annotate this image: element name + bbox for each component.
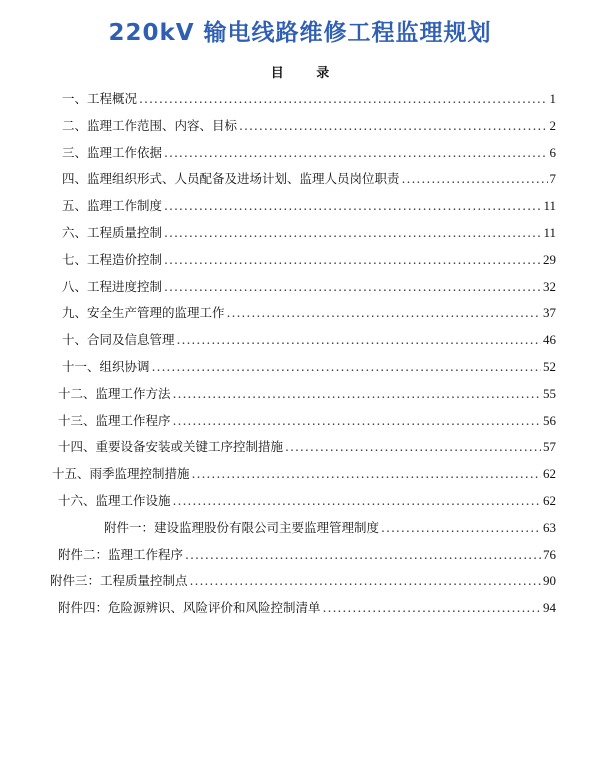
toc-leader-dots — [227, 300, 541, 327]
toc-leader-dots — [164, 140, 547, 167]
toc-leader-dots — [152, 354, 541, 381]
toc-entry-label: 附件一：建设监理股份有限公司主要监理管理制度 — [104, 519, 380, 535]
toc-entry-label: 三、监理工作依据 — [62, 144, 163, 160]
toc-entry[interactable] — [0, 568, 600, 595]
toc-entry[interactable] — [0, 86, 600, 113]
toc-entry[interactable] — [0, 542, 600, 569]
toc-leader-dots — [164, 247, 541, 274]
toc-leader-dots — [185, 542, 541, 569]
toc-entry[interactable] — [0, 274, 600, 301]
toc-entry[interactable] — [0, 434, 600, 461]
toc-leader-dots — [164, 274, 541, 301]
toc-entry-page: 29 — [543, 251, 556, 267]
toc-entry-page: 52 — [543, 358, 556, 374]
toc-entry-page: 76 — [543, 546, 556, 562]
toc-entry-label: 十二、监理工作方法 — [58, 385, 171, 401]
toc-entry-page: 11 — [543, 224, 556, 240]
toc-entry-label: 附件四：危险源辨识、风险评价和风险控制清单 — [58, 600, 321, 616]
toc-entry-label: 附件二：监理工作程序 — [58, 546, 184, 562]
toc-leader-dots — [192, 461, 541, 488]
toc-leader-dots — [173, 408, 541, 435]
toc-entry-label: 十五、雨季监理控制措施 — [52, 466, 190, 482]
toc-entry-page: 94 — [543, 600, 556, 616]
toc-entry-page: 90 — [543, 573, 556, 589]
toc-entry-label: 十六、监理工作设施 — [58, 492, 171, 508]
toc-entry-page: 46 — [543, 332, 556, 348]
toc-entry[interactable] — [0, 488, 600, 515]
toc-entry-page: 2 — [549, 117, 556, 133]
toc-leader-dots — [381, 515, 541, 542]
toc-leader-dots — [190, 568, 541, 595]
document-title: 220kV 输电线路维修工程监理规划 — [108, 20, 492, 46]
toc-entry[interactable] — [0, 595, 600, 622]
toc-entry[interactable] — [0, 515, 600, 542]
toc-entry-label: 五、监理工作制度 — [62, 198, 163, 214]
toc-entry-page: 7 — [549, 171, 556, 187]
toc-leader-dots — [323, 595, 541, 622]
toc-entry[interactable] — [0, 113, 600, 140]
toc-entry-page: 11 — [543, 198, 556, 214]
toc-entry[interactable] — [0, 166, 600, 193]
toc-entry-page: 56 — [543, 412, 556, 428]
toc-leader-dots — [139, 86, 547, 113]
toc-entry-label: 二、监理工作范围、内容、目标 — [62, 117, 238, 133]
toc-entry-page: 55 — [543, 385, 556, 401]
toc-entry-page: 62 — [543, 492, 556, 508]
toc-leader-dots — [173, 488, 541, 515]
toc-leader-dots — [239, 113, 547, 140]
table-of-contents — [0, 86, 600, 622]
toc-leader-dots — [402, 166, 548, 193]
toc-entry[interactable] — [0, 408, 600, 435]
toc-entry[interactable] — [0, 327, 600, 354]
toc-entry[interactable] — [0, 461, 600, 488]
toc-entry-label: 一、工程概况 — [62, 91, 138, 106]
toc-entry-page: 57 — [543, 439, 556, 455]
toc-entry-label: 十一、组织协调 — [62, 358, 150, 374]
toc-entry[interactable] — [0, 193, 600, 220]
toc-entry[interactable] — [0, 300, 600, 327]
toc-entry[interactable] — [0, 220, 600, 247]
toc-leader-dots — [177, 327, 541, 354]
toc-entry-page: 32 — [543, 278, 556, 294]
toc-entry-label: 四、监理组织形式、人员配备及进场计划、监理人员岗位职责 — [62, 171, 400, 187]
toc-entry-label: 六、工程质量控制 — [62, 224, 163, 240]
toc-entry[interactable] — [0, 354, 600, 381]
toc-entry-page: 37 — [543, 305, 556, 321]
toc-entry-label: 七、工程造价控制 — [62, 251, 163, 267]
toc-entry[interactable] — [0, 381, 600, 408]
toc-leader-dots — [173, 381, 541, 408]
toc-heading: 目 录 — [270, 66, 344, 81]
toc-entry[interactable] — [0, 247, 600, 274]
toc-entry-page: 63 — [543, 519, 556, 535]
toc-entry-page: 62 — [543, 466, 556, 482]
toc-entry[interactable] — [0, 140, 600, 167]
toc-entry-page: 6 — [549, 144, 556, 160]
toc-leader-dots — [285, 434, 541, 461]
toc-entry-label: 九、安全生产管理的监理工作 — [62, 305, 225, 321]
toc-entry-page: 1 — [549, 91, 556, 106]
toc-entry-label: 附件三：工程质量控制点 — [50, 573, 188, 589]
toc-entry-label: 十三、监理工作程序 — [58, 412, 171, 428]
toc-leader-dots — [164, 220, 541, 247]
toc-entry-label: 十四、重要设备安装或关键工序控制措施 — [58, 439, 284, 455]
toc-leader-dots — [164, 193, 541, 220]
toc-entry-label: 八、工程进度控制 — [62, 278, 163, 294]
toc-entry-label: 十、合同及信息管理 — [62, 332, 175, 348]
